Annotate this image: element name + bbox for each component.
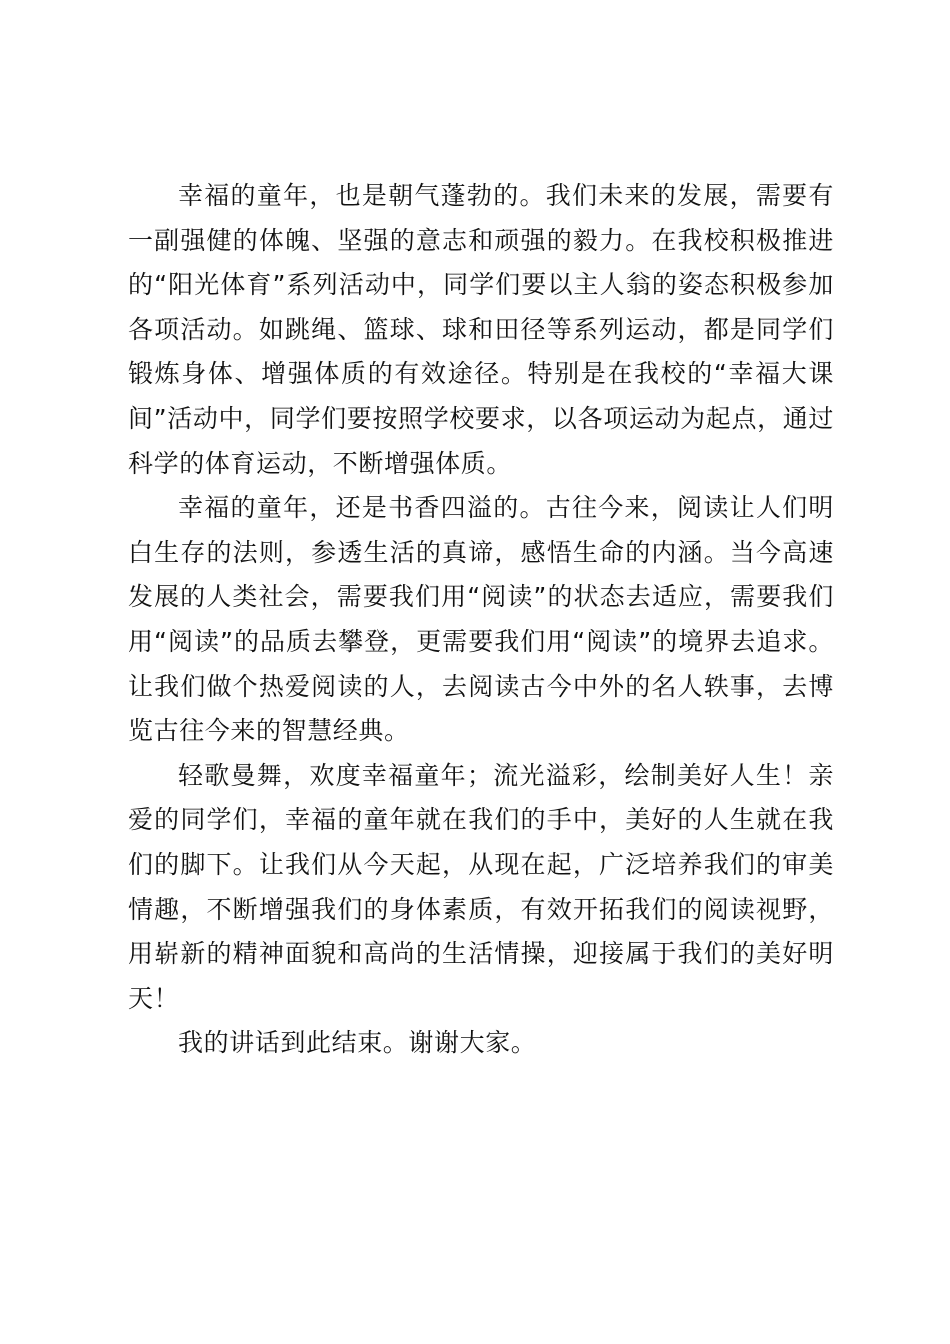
paragraph-thanks: 我的讲话到此结束。谢谢大家。 xyxy=(178,1028,537,1058)
paragraph-physical-fitness: 幸福的童年，也是朝气蓬勃的。我们未来的发展，需要有一副强健的体魄、坚强的意志和顽强的毅力。在我校积极推进的“阳光体育”系列活动中，同学们要以主人翁的姿态积极参加各项活动。如跳绳、篮球、球和田径等系列运动，都是同学们锻炼身体、增强体质的有效途径。特别是在我校的“幸福大课间”活动中，同学们要按照学校要求，以各项运动为起点，通过科学的体育运动，不断增强体质。 xyxy=(128,181,834,478)
document-body xyxy=(128,174,834,1066)
paragraph-reading: 幸福的童年，还是书香四溢的。古往今来，阅读让人们明白生存的法则，参透生活的真谛，感悟生命的内涵。当今高速发展的人类社会，需要我们用“阅读”的状态去适应，需要我们用“阅读”的品质去攀登，更需要我们用“阅读”的境界去追求。让我们做个热爱阅读的人，去阅读古今中外的名人轶事，去博览古往今来的智慧经典。 xyxy=(128,493,834,746)
paragraph-closing-appeal: 轻歌曼舞，欢度幸福童年；流光溢彩，绘制美好人生！亲爱的同学们，幸福的童年就在我们的手中，美好的人生就在我们的脚下。让我们从今天起，从现在起，广泛培养我们的审美情趣，不断增强我们的身体素质，有效开拓我们的阅读视野，用崭新的精神面貌和高尚的生活情操，迎接属于我们的美好明天！ xyxy=(128,760,834,1013)
